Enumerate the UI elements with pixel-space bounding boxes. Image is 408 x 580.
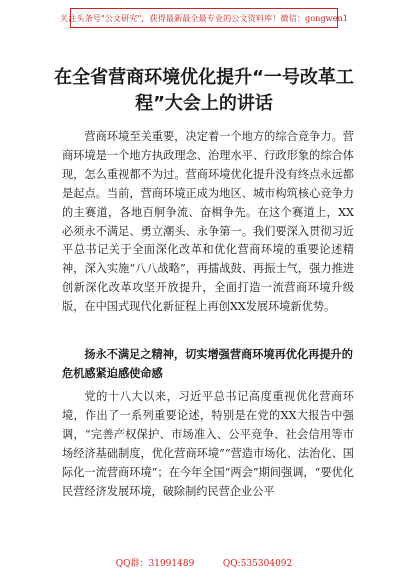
banner-text: 关注头条号"公文研究"，获得最新最全最专业的公文资料库！微信：gongwen1: [60, 12, 348, 23]
document-title: 在全省营商环境优化提升“一号改革工程”大会上的讲话: [54, 67, 354, 114]
paragraph-intro: 营商环境至关重要，决定着一个地方的综合竞争力。营商环境是一个地方执政理念、治理水平、行政形象的综合体现，怎么重视都不为过。营商环境优化提升没有终点永远都是起点。当前，营商环境正成为地区、城市构筑核心竞争力的主赛道，各地百舸争流、奋楫争先。在这个赛道上，XX必须永不满足、勇立潮头、永争第一。我们要深入贯彻习近平总书记关于全面深化改革和优化营商环境的重要论述精神，深入实施“八八战略”，再擂战鼓、再振士气，强力推进创新深化改革攻坚开放提升，全面打造一流营商环境升级版，在中国式现代化新征程上再创XX发展环境新优势。: [62, 130, 354, 314]
section-heading: 扬永不满足之精神，切实增强营商环境再优化再提升的危机感紧迫感使命感: [62, 348, 353, 380]
paragraph-section-1: 党的十八大以来，习近平总书记高度重视优化营商环境，作出了一系列重要论述，特别是在党的XX大报告中强调，“完善产权保护、市场准入、公平竞争、社会信用等市场经济基础制度，优化营商环境”“营造市场化、法治化、国际化一流营商环境”；在今年全国“两会”期间强调，“要优化民营经济发展环境，破除制约民营企业公平: [62, 390, 354, 498]
footer-contact: QQ群：31991489 QQ:535304092: [115, 559, 293, 569]
top-banner: [60, 8, 348, 28]
